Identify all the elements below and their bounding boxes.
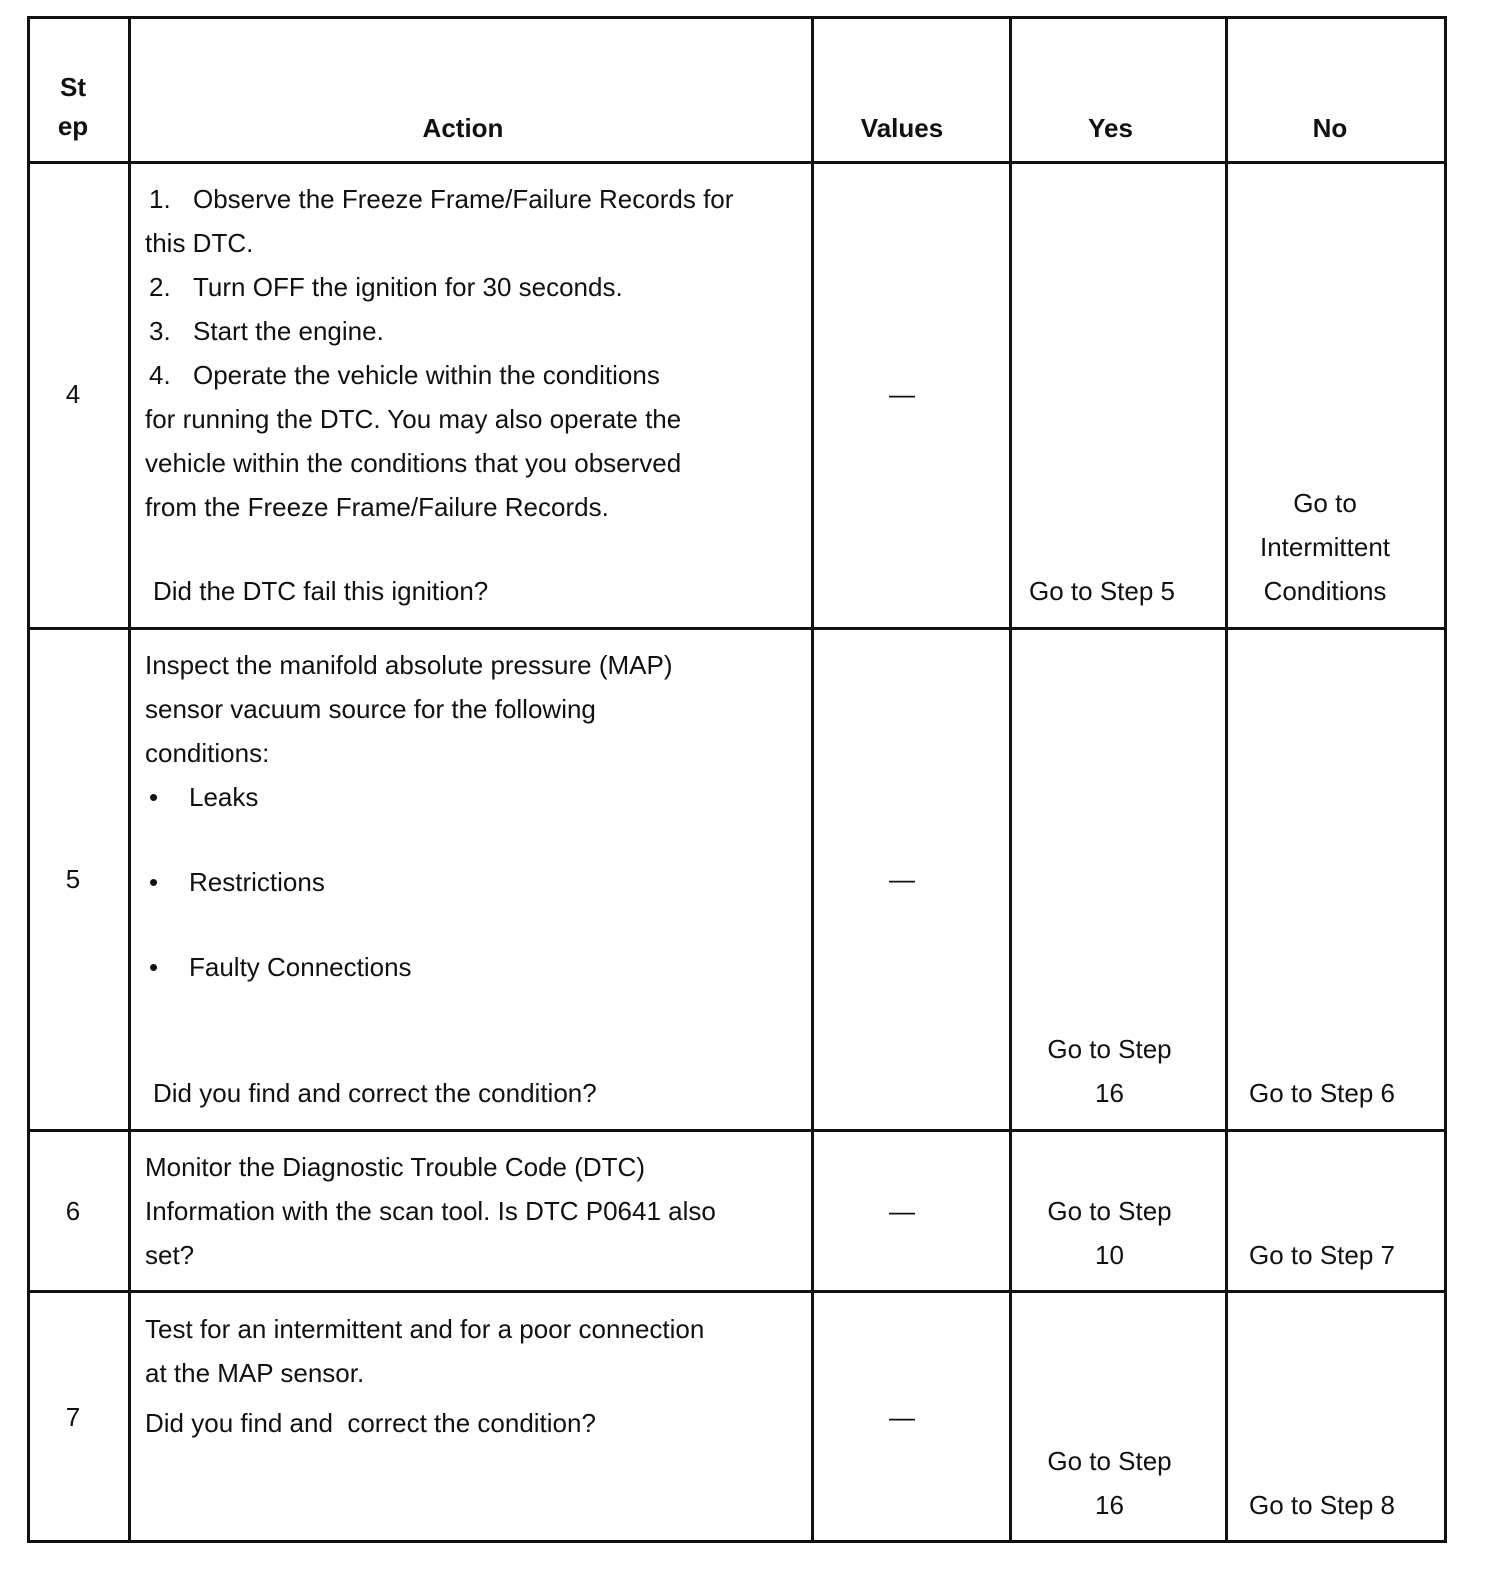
action-line: Information with the scan tool. Is DTC P0641 also: [145, 1196, 716, 1226]
no-cell: Go to Step 7: [1249, 1240, 1395, 1270]
step-number: 6: [65, 1196, 81, 1226]
action-line: 3. Start the engine.: [149, 316, 384, 346]
grid-line: [811, 16, 814, 1543]
action-cell: [145, 1145, 805, 1277]
values-cell: —: [889, 1402, 915, 1432]
action-line: sensor vacuum source for the following: [145, 694, 596, 724]
yes-cell: Go to Step 16: [1047, 1034, 1172, 1108]
action-line: 4. Operate the vehicle within the conditions: [149, 360, 660, 390]
action-line: Test for an intermittent and for a poor connection: [145, 1314, 705, 1344]
action-question: Did the DTC fail this ignition?: [153, 576, 489, 606]
values-cell: —: [889, 864, 915, 894]
yes-cell: Go to Step 10: [1047, 1196, 1172, 1270]
step-number: 7: [65, 1402, 81, 1432]
header-step: St ep: [57, 72, 89, 141]
yes-cell: Go to Step 16: [1047, 1446, 1172, 1520]
bullet-item: • Restrictions: [149, 867, 325, 897]
grid-line: [1444, 16, 1447, 1543]
action-cell: [145, 1307, 805, 1445]
action-cell: [145, 643, 805, 989]
step-number: 5: [65, 864, 81, 894]
grid-line: [27, 16, 30, 1543]
action-question: Did you find and correct the condition?: [145, 1408, 596, 1438]
action-cell: [145, 177, 805, 529]
action-question: Did you find and correct the condition?: [153, 1078, 597, 1108]
grid-line: [27, 1290, 1447, 1293]
yes-cell: Go to Step 5: [1029, 576, 1175, 606]
grid-line: [1009, 16, 1012, 1543]
grid-line: [27, 1129, 1447, 1132]
no-cell: Go to Step 6: [1249, 1078, 1395, 1108]
header-action: Action: [422, 113, 504, 143]
action-line: this DTC.: [145, 228, 254, 258]
action-line: for running the DTC. You may also operate the: [145, 404, 682, 434]
action-line: set?: [145, 1240, 195, 1270]
grid-line: [27, 161, 1447, 164]
grid-line: [27, 1540, 1447, 1543]
action-line: vehicle within the conditions that you observed: [145, 448, 682, 478]
grid-line: [1225, 16, 1228, 1543]
header-yes: Yes: [1088, 113, 1133, 143]
action-line: from the Freeze Frame/Failure Records.: [145, 492, 609, 522]
step-number: 4: [65, 379, 81, 409]
action-line: Inspect the manifold absolute pressure (MAP): [145, 650, 673, 680]
bullet-item: • Faulty Connections: [149, 952, 412, 982]
action-line: 2. Turn OFF the ignition for 30 seconds.: [149, 272, 623, 302]
values-cell: —: [889, 379, 915, 409]
grid-line: [27, 627, 1447, 630]
values-cell: —: [889, 1196, 915, 1226]
no-cell: Go to Step 8: [1249, 1490, 1395, 1520]
grid-line: [128, 16, 131, 1543]
no-cell: Go to Intermittent Conditions: [1259, 488, 1391, 606]
grid-line: [27, 16, 1447, 19]
action-line: conditions:: [145, 738, 270, 768]
action-line: at the MAP sensor.: [145, 1358, 365, 1388]
header-no: No: [1312, 113, 1348, 143]
header-values: Values: [860, 113, 944, 143]
action-line: Monitor the Diagnostic Trouble Code (DTC): [145, 1152, 645, 1182]
action-line: 1. Observe the Freeze Frame/Failure Records for: [149, 184, 734, 214]
bullet-item: • Leaks: [149, 782, 259, 812]
